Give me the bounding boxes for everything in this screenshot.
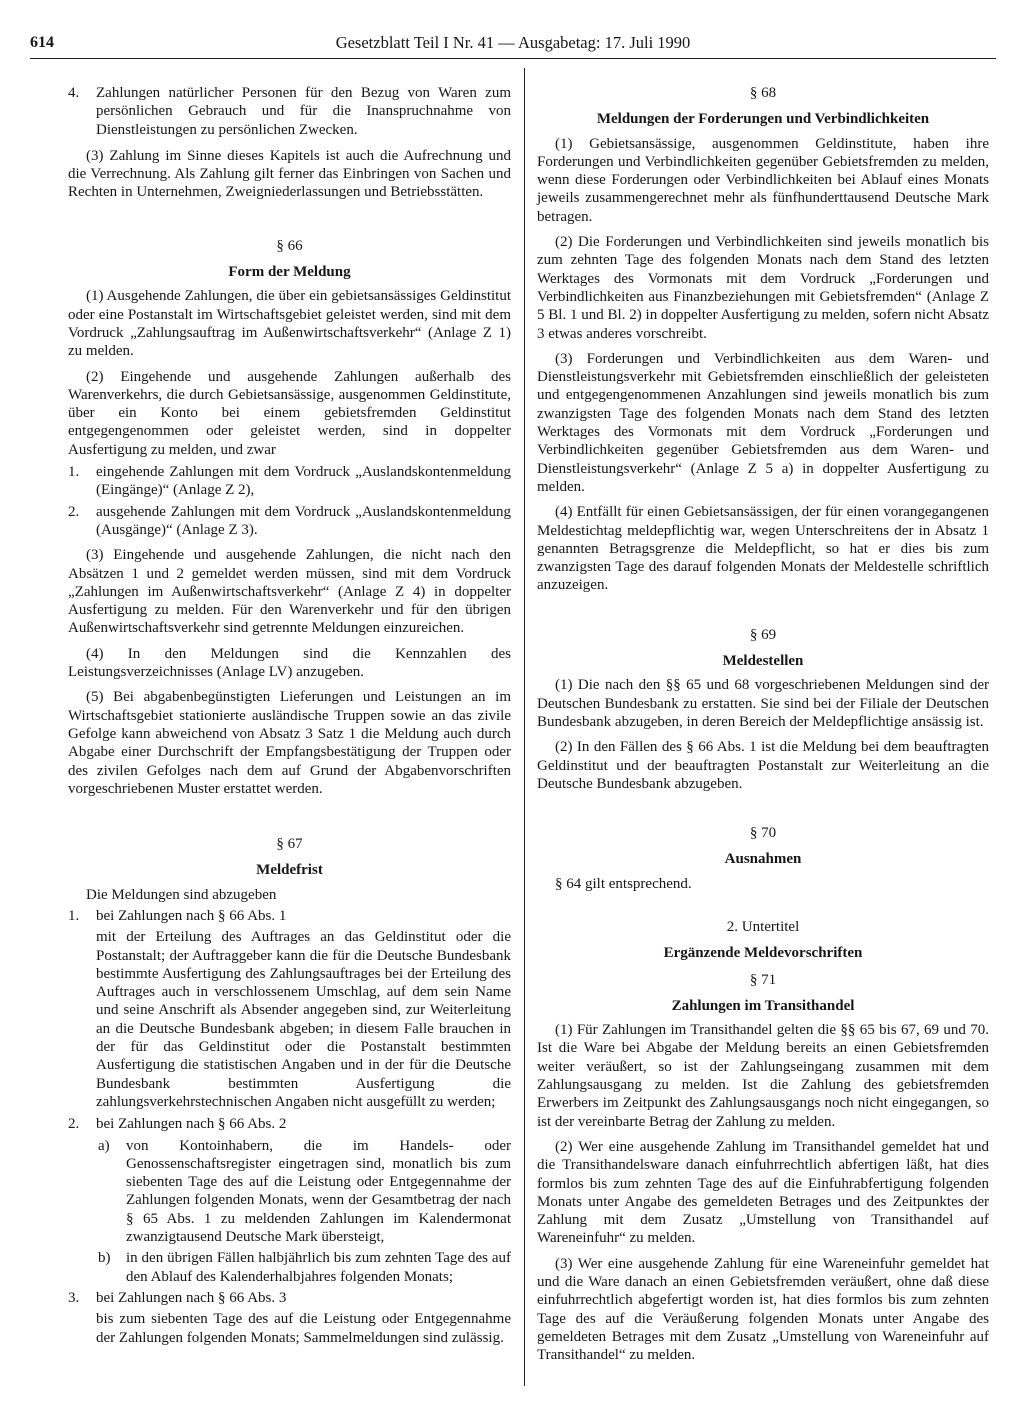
paragraph: (4) Entfällt für einen Gebietsansässigen, der für einen vorangegangenen Meldestichtag meldepflichtig war, wegen Unterschreitens der in Absatz 1 genannten Betragsgrenze die Meldepflicht, so hat er dies bis zum zwanzigsten Tage des darauf folgenden Monats der Meldestelle schriftlich anzuzeigen. <box>537 504 989 594</box>
paragraph: (1) Für Zahlungen im Transithandel gelten die §§ 65 bis 67, 69 und 70. Ist die Ware bei Abgabe der Meldung bereits an einen Gebietsfremden weiter veräußert, so ist der Zahlungseingang zusammen mit dem Zahlungsausgang zu melden. Ist die Zahlung des gebietsfremden Erwerbers im Zeitpunkt des Zahlungsausgangs noch nicht eingegangen, so ist der vereinbarte Betrag der Zahlung zu melden. <box>537 1022 989 1130</box>
section-heading: Zahlungen im Transithandel <box>671 997 855 1014</box>
page-number: 614 <box>30 34 54 51</box>
paragraph: (2) Eingehende und ausgehende Zahlungen außerhalb des Warenverkehrs, die durch Gebietsansässige, ausgenommen Geldinstitute, über ein Konto bei einem gebietsfremden Geldinstitut entgegengenommen oder geleistet werden, sind in doppelter Ausfertigung zu melden, und zwar <box>68 368 511 458</box>
list-item: 2. bei Zahlungen nach § 66 Abs. 2 <box>68 1116 287 1133</box>
list-subitem: a) von Kontoinhabern, die im Handels- oder Genossenschaftsregister eingetragen sind, monatlich bis zum siebenten Tage des auf die Leistung oder Entgegennahme der Zahlungen folgenden Monats, wenn der Gesamtbetrag der nach § 65 Abs. 1 zu meldenden Zahlungen im Kalendermonat zwanzigtausend Deutsche Mark übersteigt, <box>98 1137 511 1246</box>
section-heading: Meldefrist <box>256 862 323 879</box>
header-rule <box>30 58 996 59</box>
section-number: § 68 <box>749 85 777 101</box>
list-subitem: b) in den übrigen Fällen halbjährlich bis zum zehnten Tage des auf den Ablauf des Kalenderhalbjahres folgenden Monats; <box>98 1250 511 1285</box>
paragraph: (3) Eingehende und ausgehende Zahlungen, die nicht nach den Absätzen 1 und 2 gemeldet werden müssen, sind mit dem Vordruck „Zahlungen im Außenwirtschaftsverkehr“ (Anlage Z 4) in doppelter Ausfertigung zu melden. Für den Warenverkehr und für den übrigen Außenwirtschaftsverkehr sind getrennte Meldungen einzureichen. <box>68 547 511 637</box>
list-item: 3. bei Zahlungen nach § 66 Abs. 3 <box>68 1289 287 1306</box>
list-item-body: bis zum siebenten Tage des auf die Leistung oder Entgegennahme der Zahlungen folgenden Monats; Sammelmeldungen sind zulässig. <box>96 1311 511 1346</box>
paragraph: Die Meldungen sind abzugeben <box>86 886 277 903</box>
paragraph: (3) Forderungen und Verbindlichkeiten aus dem Waren- und Dienstleistungsverkehr mit Gebietsfremden einschließlich der geleisteten und entgegengenommenen Anzahlungen sind jeweils monatlich bis zum zwanzigsten Tage des folgenden Monats nach dem Stand des letzten Werktages des Vormonats mit dem Vordruck „Forderungen und Verbindlichkeiten gegenüber Gebietsfremden aus dem Waren- und Dienstleistungsverkehr“ (Anlage Z 5 a) in doppelter Ausfertigung zu melden. <box>537 350 989 495</box>
section-number: § 67 <box>276 836 303 853</box>
paragraph: (4) In den Meldungen sind die Kennzahlen des Leistungsverzeichnisses (Anlage LV) anzugeben. <box>68 645 511 681</box>
section-heading: Ausnahmen <box>724 851 802 868</box>
section-number: § 70 <box>749 825 777 842</box>
subtitle-label: 2. Untertitel <box>726 918 800 935</box>
section-heading: Form der Meldung <box>228 264 351 281</box>
paragraph: (1) Gebietsansässige, ausgenommen Geldinstitute, haben ihre Forderungen und Verbindlichkeiten gegenüber Gebietsfremden zu melden, wenn diese Forderungen oder Verbindlichkeiten bei Ablauf eines Monats jeweils zusammengerechnet mehr als fünfhunderttausend Deutsche Mark betragen. <box>537 135 989 225</box>
section-number: § 66 <box>276 237 303 254</box>
list-item: 4. Zahlungen natürlicher Personen für den Bezug von Waren zum persönlichen Gebrauch und für die Inanspruchnahme von Dienstleistungen zu persönlichen Zwecken. <box>68 85 511 138</box>
left-column <box>68 84 511 1351</box>
paragraph: (3) Zahlung im Sinne dieses Kapitels ist auch die Aufrechnung und die Verrechnung. Als Zahlung gilt ferner das Einbringen von Sachen und Rechten in Unternehmen, Zweigniederlassungen und Betriebsstätten. <box>68 147 511 201</box>
list-item: 2. ausgehende Zahlungen mit dem Vordruck „Auslandskontenmeldung (Ausgänge)“ (Anlage Z 3). <box>68 503 511 538</box>
paragraph: (5) Bei abgabenbegünstigten Lieferungen und Leistungen an im Wirtschaftsgebiet stationierte ausländische Truppen sowie an das zivile Gefolge kann abweichend von Absatz 3 Satz 1 die Meldung auch durch Abgabe einer Durchschrift der Empfangsbestätigung der Truppen oder des zivilen Gefolges nach dem auf Grund der Abgabenvorschriften vorgeschriebenen Muster erstattet werden. <box>68 689 511 797</box>
paragraph: (1) Ausgehende Zahlungen, die über ein gebietsansässiges Geldinstitut oder eine Postanstalt im Wirtschaftsgebiet geleistet werden, sind mit dem Vordruck „Zahlungsauftrag im Außenwirtschaftsverkehr“ (Anlage Z 1) zu melden. <box>68 288 511 360</box>
list-item: 1. bei Zahlungen nach § 66 Abs. 1 <box>68 907 287 924</box>
paragraph: § 64 gilt entsprechend. <box>555 875 692 892</box>
column-divider <box>524 68 525 1386</box>
section-heading: Meldestellen <box>722 653 804 670</box>
list-item-body: mit der Erteilung des Auftrages an das Geldinstitut oder die Postanstalt; der Auftraggeber kann die für die Deutsche Bundesbank bestimmte Ausfertigung des Zahlungsauftrages bei der Erteilung des Auftrages auch in verschlossenem Umschlag, auf dem sein Name und seine Anschrift als Absender angegeben sind, zur Weiterleitung an die Deutsche Bundesbank abgeben; in diesem Falle brauchen in der für das Geldinstitut oder die Postanstalt bestimmten Ausfertigung die statistischen Angaben und in der für die Deutsche Bundesbank bestimmten Ausfertigung die zahlungsverkehrstechnischen Angaben nicht ausgefüllt zu werden; <box>96 929 511 1110</box>
section-heading: Meldungen der Forderungen und Verbindlichkeiten <box>596 111 930 128</box>
page-header <box>30 26 996 56</box>
right-column <box>537 84 989 1372</box>
paragraph: (2) In den Fällen des § 66 Abs. 1 ist die Meldung bei dem beauftragten Geldinstitut und der beauftragten Postanstalt zur Weiterleitung an die Deutsche Bundesbank abzugeben. <box>537 739 989 792</box>
section-number: § 71 <box>749 971 777 988</box>
paragraph: (2) Die Forderungen und Verbindlichkeiten sind jeweils monatlich bis zum zehnten Tage des folgenden Monats nach dem Stand des letzten Werktages des Vormonats mit dem Vordruck „Forderungen und Verbindlichkeiten aus Finanzbeziehungen mit Gebietsfremden“ (Anlage Z 5 Bl. 1 und Bl. 2) in doppelter Ausfertigung zu melden, sofern nicht Absatz 3 etwas anderes vorschreibt. <box>537 234 989 342</box>
gazette-title: Gesetzblatt Teil I Nr. 41 — Ausgabetag: 17. Juli 1990 <box>335 33 691 52</box>
paragraph: (2) Wer eine ausgehende Zahlung im Transithandel gemeldet hat und die Transithandelsware danach einfuhrrechtlich abfertigen läßt, hat dies formlos bis zum zehnten Tage des auf die Einfuhrabfertigung folgenden Monats unter Angabe des gemeldeten Betrages und des Zeitpunktes der Zahlung mit dem Zusatz „Umstellung von Transithandel auf Wareneinfuhr“ zu melden. <box>537 1138 989 1247</box>
section-number: § 69 <box>749 626 777 643</box>
list-item: 1. eingehende Zahlungen mit dem Vordruck „Auslandskontenmeldung (Eingänge)“ (Anlage Z 2), <box>68 464 511 499</box>
paragraph: (3) Wer eine ausgehende Zahlung für eine Wareneinfuhr gemeldet hat und die Ware danach an einen Gebietsfremden veräußert, ohne daß diese einfuhrrechtlich abgefertigt worden ist, hat dies formlos bis zum zehnten Tage des auf die Veräußerung folgenden Monats unter Angabe des gemeldeten Betrages mit dem Zusatz „Umstellung von Wareneinfuhr auf Transithandel“ zu melden. <box>537 1255 989 1364</box>
subtitle-heading: Ergänzende Meldevorschriften <box>663 945 863 962</box>
paragraph: (1) Die nach den §§ 65 und 68 vorgeschriebenen Meldungen sind der Deutschen Bundesbank zu erstatten. Sie sind bei der Filiale der Deutschen Bundesbank abzugeben, in deren Bereich der Meldepflichtige ansässig ist. <box>537 677 989 730</box>
